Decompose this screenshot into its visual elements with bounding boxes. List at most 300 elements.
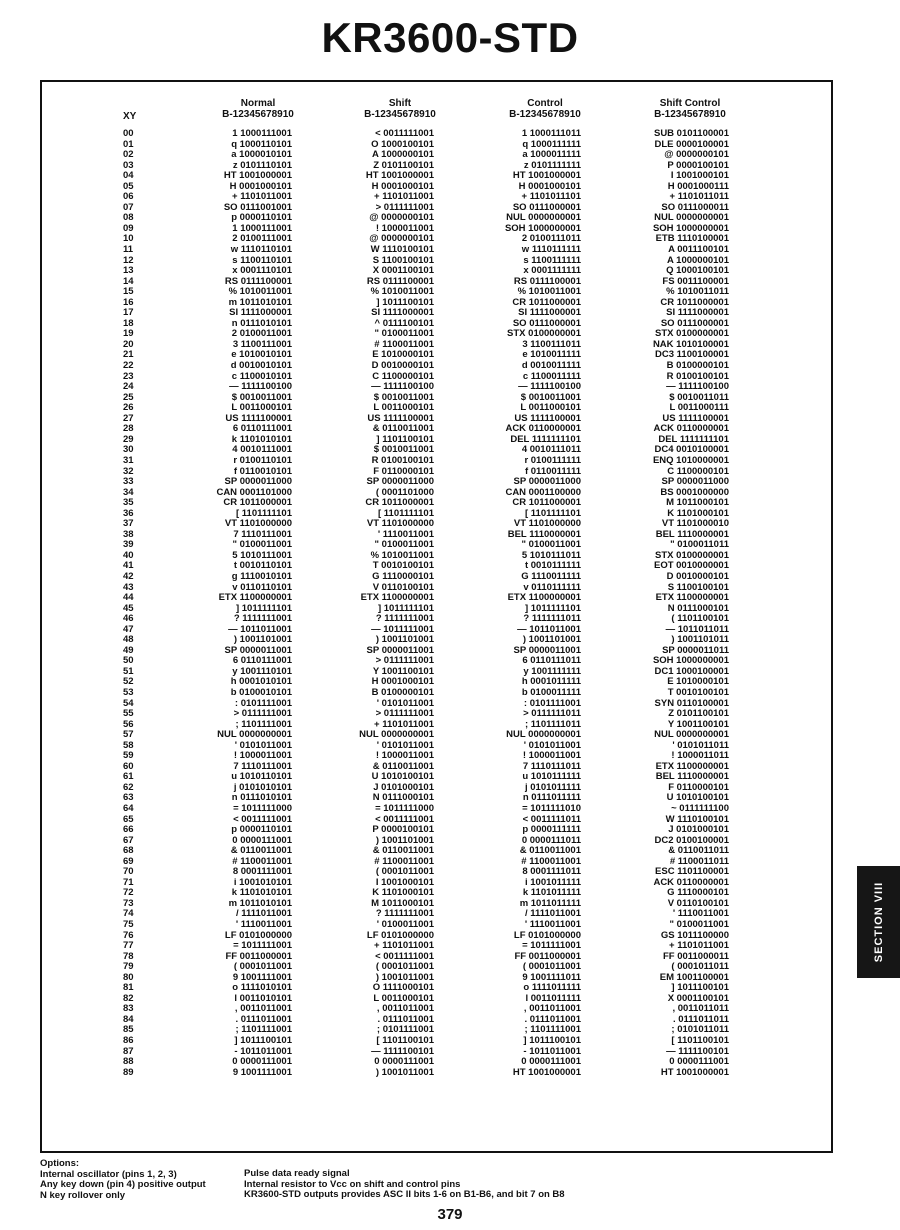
row-normal-cell: m 1011010101 — [228, 296, 292, 308]
table-row — [0, 1068, 900, 1079]
row-control-cell: % 1010011001 — [517, 286, 581, 298]
row-normal-cell: 7 1110111001 — [233, 528, 292, 540]
table-row — [0, 867, 900, 878]
row-shift-cell: RS 0111100001 — [366, 275, 434, 287]
row-control-cell: SP 0000011000 — [513, 476, 581, 488]
row-shift-control-cell: BEL 1110000001 — [655, 528, 729, 540]
row-control-cell: 2 0100111011 — [521, 233, 581, 245]
table-row — [0, 931, 900, 942]
row-control-cell: h 0001011111 — [521, 676, 581, 688]
table-row — [0, 604, 900, 615]
row-normal-cell: $ 0010011001 — [231, 391, 292, 403]
row-shift-control-cell: CR 1011000001 — [660, 296, 729, 308]
row-control-cell: SI 1111000001 — [518, 307, 581, 319]
row-control-cell: ACK 0110000001 — [505, 423, 581, 435]
row-shift-cell: ) 1001011001 — [375, 1066, 434, 1078]
row-xy-cell: 22 — [123, 360, 134, 372]
table-row — [0, 994, 900, 1005]
header-control-bits: B-12345678910 — [509, 109, 581, 120]
row-xy-cell: 23 — [123, 370, 134, 382]
table-row — [0, 256, 900, 267]
row-shift-control-cell: I 1001000101 — [670, 170, 729, 182]
row-normal-cell: 0 0000111001 — [232, 834, 292, 846]
row-xy-cell: 65 — [123, 813, 134, 825]
row-control-cell: d 0010011111 — [521, 360, 581, 372]
option-right-1: Pulse data ready signal — [244, 1168, 350, 1179]
row-normal-cell: 6 0110111001 — [232, 655, 292, 667]
row-shift-cell: , 0011011001 — [376, 1003, 434, 1015]
row-normal-cell: ; 1101111001 — [235, 718, 292, 730]
table-row — [0, 772, 900, 783]
table-row — [0, 161, 900, 172]
header-normal-label: Normal — [240, 98, 276, 109]
row-shift-control-cell: GS 1011100000 — [660, 929, 729, 941]
table-row — [0, 973, 900, 984]
row-shift-cell: < 0011111001 — [375, 128, 434, 139]
row-xy-cell: 10 — [123, 233, 134, 245]
row-shift-cell: ' 0101011001 — [376, 697, 434, 709]
row-shift-control-cell: " 0100011011 — [670, 539, 729, 551]
row-control-cell: SP 0000011001 — [513, 644, 581, 656]
row-shift-cell: M 1011000101 — [371, 897, 434, 909]
row-shift-cell: L 0011000101 — [373, 992, 434, 1004]
row-xy-cell: 05 — [123, 180, 134, 192]
row-control-cell: x 0001111111 — [523, 265, 581, 277]
row-shift-cell: + 1101011001 — [374, 191, 434, 203]
row-control-cell: b 0100011111 — [521, 686, 581, 698]
row-normal-cell: - 1011011001 — [234, 1045, 292, 1057]
row-shift-control-cell: ENQ 1010000001 — [652, 454, 729, 466]
row-control-cell: < 0011111011 — [522, 813, 581, 825]
row-xy-cell: 33 — [123, 476, 134, 488]
row-control-cell: = 1011111001 — [522, 940, 581, 952]
row-control-cell: = 1011111010 — [522, 803, 581, 814]
row-shift-cell: T 0010100101 — [372, 560, 434, 572]
row-control-cell: s 1100111111 — [523, 254, 581, 266]
row-shift-control-cell: V 0110100101 — [667, 897, 729, 909]
row-xy-cell: 31 — [123, 454, 134, 466]
row-xy-cell: 28 — [123, 423, 134, 435]
table-row — [0, 983, 900, 994]
row-normal-cell: SI 1111000001 — [229, 307, 292, 319]
table-row — [0, 171, 900, 182]
row-shift-control-cell: BS 0001000000 — [660, 486, 729, 498]
table-row — [0, 456, 900, 467]
row-normal-cell: — 1111100100 — [229, 381, 292, 393]
row-xy-cell: 02 — [123, 149, 134, 161]
row-normal-cell: = 1011111001 — [233, 940, 292, 952]
row-normal-cell: ? 1111111001 — [233, 613, 292, 625]
row-xy-cell: 81 — [123, 982, 134, 994]
row-xy-cell: 71 — [123, 876, 134, 888]
table-row — [0, 467, 900, 478]
row-shift-cell: NUL 0000000001 — [359, 729, 434, 741]
table-row — [0, 393, 900, 404]
row-shift-cell: O 1000100101 — [371, 138, 434, 150]
row-control-cell: e 1010011111 — [522, 349, 581, 361]
row-shift-cell: L 0011000101 — [373, 402, 434, 414]
row-normal-cell: HT 1001000001 — [223, 170, 292, 182]
table-row — [0, 234, 900, 245]
table-row — [0, 445, 900, 456]
row-shift-control-cell: DEL 1111111101 — [658, 433, 729, 445]
row-shift-cell: SP 0000011000 — [366, 476, 434, 488]
table-row — [0, 140, 900, 151]
row-xy-cell: 61 — [123, 771, 134, 783]
row-shift-control-cell: K 1101000101 — [667, 507, 729, 519]
table-row — [0, 909, 900, 920]
table-row — [0, 477, 900, 488]
row-control-cell: l 0011011111 — [525, 992, 581, 1004]
table-row — [0, 277, 900, 288]
row-shift-cell: H 0001000101 — [371, 676, 434, 688]
row-control-cell: NUL 0000000001 — [506, 212, 581, 224]
row-normal-cell: n 0111010101 — [231, 792, 292, 804]
row-control-cell: DEL 1111111101 — [510, 433, 581, 445]
table-row — [0, 488, 900, 499]
row-normal-cell: a 1000010101 — [231, 149, 292, 161]
table-row — [0, 498, 900, 509]
table-row — [0, 424, 900, 435]
row-shift-control-cell: SO 0111000001 — [660, 317, 729, 329]
row-normal-cell: q 1000110101 — [231, 138, 292, 150]
row-normal-cell: FF 0011000001 — [225, 950, 292, 962]
table-row — [0, 899, 900, 910]
row-normal-cell: k 1101010101 — [231, 433, 292, 445]
row-xy-cell: 58 — [123, 739, 134, 751]
row-xy-cell: 49 — [123, 644, 134, 656]
header-control — [465, 98, 625, 120]
row-xy-cell: 41 — [123, 560, 134, 572]
row-xy-cell: 55 — [123, 708, 134, 720]
row-xy-cell: 88 — [123, 1056, 134, 1068]
row-shift-cell: V 0110100101 — [372, 581, 434, 593]
row-xy-cell: 73 — [123, 897, 134, 909]
row-shift-control-cell: R 0100100101 — [666, 370, 729, 382]
row-shift-control-cell: C 1100000101 — [667, 465, 729, 477]
row-normal-cell: : 0101111001 — [234, 697, 292, 709]
code-table — [0, 129, 900, 1078]
header-shift-bits: B-12345678910 — [364, 109, 436, 120]
row-control-cell: G 1110011111 — [521, 570, 581, 582]
row-normal-cell: 2 0100111001 — [232, 233, 292, 245]
table-row — [0, 319, 900, 330]
row-shift-control-cell: P 0000100101 — [667, 159, 729, 171]
option-left-2: Any key down (pin 4) positive output — [40, 1179, 206, 1190]
row-xy-cell: 60 — [123, 760, 134, 772]
row-normal-cell: ETX 1100000001 — [218, 592, 292, 604]
row-normal-cell: 4 0010111001 — [232, 444, 292, 456]
row-normal-cell: & 0110011001 — [230, 845, 292, 857]
row-normal-cell: . 0111011001 — [235, 1013, 292, 1025]
row-shift-cell: ] 1011100101 — [376, 296, 434, 308]
row-shift-control-cell: ESC 1101100001 — [655, 866, 729, 878]
row-shift-control-cell: FS 0011100001 — [662, 275, 729, 287]
table-row — [0, 329, 900, 340]
section-tab — [857, 866, 900, 978]
row-shift-control-cell: ( 0001011011 — [671, 961, 729, 973]
row-shift-cell: Z 0101100101 — [373, 159, 434, 171]
row-shift-cell: ) 1001101001 — [375, 634, 434, 646]
row-xy-cell: 03 — [123, 159, 134, 171]
row-xy-cell: 64 — [123, 803, 134, 814]
header-control-label: Control — [527, 98, 563, 109]
row-shift-cell: I 1001000101 — [375, 876, 434, 888]
row-shift-cell: ! 1000011001 — [375, 222, 434, 234]
row-shift-control-cell: Q 1000100101 — [666, 265, 729, 277]
row-shift-control-cell: U 1010100101 — [666, 792, 729, 804]
row-shift-control-cell: SP 0000011011 — [662, 644, 729, 656]
row-shift-control-cell: FF 0011000011 — [662, 950, 729, 962]
table-row — [0, 625, 900, 636]
row-normal-cell: n 0111010101 — [231, 317, 292, 329]
row-shift-cell: " 0100011001 — [374, 328, 434, 340]
row-control-cell: u 1010111111 — [522, 771, 581, 783]
row-shift-control-cell: — 1011011011 — [665, 623, 729, 635]
row-shift-control-cell: EM 1001100001 — [659, 971, 729, 983]
row-shift-control-cell: SUB 0101100001 — [653, 128, 729, 139]
row-shift-control-cell: ETX 1100000001 — [655, 760, 729, 772]
table-row — [0, 519, 900, 530]
row-shift-cell: ! 1000011001 — [375, 750, 434, 762]
row-shift-control-cell: SOH 1000000001 — [652, 222, 729, 234]
table-row — [0, 709, 900, 720]
row-shift-control-cell: VT 1101000010 — [661, 518, 729, 530]
row-xy-cell: 47 — [123, 623, 134, 635]
row-xy-cell: 72 — [123, 887, 134, 899]
row-shift-control-cell: STX 0100000001 — [655, 549, 729, 561]
table-row — [0, 583, 900, 594]
table-row — [0, 846, 900, 857]
row-shift-cell: > 0111111001 — [375, 708, 434, 720]
row-normal-cell: k 1101010101 — [231, 887, 292, 899]
row-shift-control-cell: ETB 1110100001 — [655, 233, 729, 245]
row-shift-control-cell: + 1101011001 — [669, 940, 729, 952]
row-normal-cell: 6 0110111001 — [232, 423, 292, 435]
table-row — [0, 298, 900, 309]
row-control-cell: t 0010111111 — [524, 560, 581, 572]
header-shift-control — [610, 98, 770, 120]
table-row — [0, 646, 900, 657]
row-xy-cell: 08 — [123, 212, 134, 224]
row-normal-cell: ) 1001101001 — [233, 634, 292, 646]
table-row — [0, 1036, 900, 1047]
row-xy-cell: 48 — [123, 634, 134, 646]
row-normal-cell: SP 0000011000 — [224, 476, 292, 488]
row-shift-control-cell: M 1011000101 — [666, 497, 729, 509]
row-xy-cell: 04 — [123, 170, 134, 182]
row-control-cell: 7 1110111011 — [522, 760, 581, 772]
row-shift-cell: S 1100100101 — [372, 254, 434, 266]
table-row — [0, 224, 900, 235]
table-row — [0, 804, 900, 815]
header-shift-label: Shift — [388, 98, 412, 109]
row-normal-cell: h 0001010101 — [230, 676, 292, 688]
row-xy-cell: 17 — [123, 307, 134, 319]
row-control-cell: $ 0010011001 — [520, 391, 581, 403]
table-row — [0, 878, 900, 889]
row-normal-cell: i 1001010101 — [233, 876, 292, 888]
row-normal-cell: CAN 0001101000 — [216, 486, 292, 498]
table-row — [0, 340, 900, 351]
row-shift-cell: . 0111011001 — [377, 1013, 434, 1025]
row-control-cell: / 1111011001 — [524, 908, 581, 920]
row-shift-cell: O 1111000101 — [372, 982, 434, 994]
row-xy-cell: 00 — [123, 128, 134, 139]
row-normal-cell: ' 1110011001 — [235, 919, 292, 931]
row-normal-cell: ( 0001011001 — [233, 961, 292, 973]
row-shift-control-cell: W 1110100101 — [665, 813, 729, 825]
row-xy-cell: 06 — [123, 191, 134, 203]
row-shift-control-cell: SOH 1000000001 — [652, 655, 729, 667]
row-shift-cell: U 1010100101 — [371, 771, 434, 783]
row-shift-cell: @ 0000000101 — [369, 212, 434, 224]
row-normal-cell: % 1010011001 — [228, 286, 292, 298]
row-control-cell: 4 0010111011 — [521, 444, 581, 456]
row-normal-cell: 9 1001111001 — [232, 1066, 292, 1078]
row-xy-cell: 85 — [123, 1024, 134, 1036]
row-shift-control-cell: US 1111100001 — [662, 412, 729, 424]
row-xy-cell: 29 — [123, 433, 134, 445]
row-shift-control-cell: + 1101011011 — [669, 191, 729, 203]
table-row — [0, 593, 900, 604]
row-control-cell: " 0100011001 — [521, 539, 581, 551]
row-shift-cell: % 1010011001 — [370, 286, 434, 298]
row-control-cell: ; 1101111001 — [524, 1024, 581, 1036]
section-tab-label: SECTION VIII — [872, 881, 885, 963]
row-shift-control-cell: D 0010000101 — [666, 570, 729, 582]
row-shift-cell: C 1100000101 — [372, 370, 434, 382]
row-shift-control-cell: A 0011100101 — [668, 244, 729, 256]
row-normal-cell: 1 1000111001 — [232, 128, 292, 139]
row-xy-cell: 26 — [123, 402, 134, 414]
option-left-1: Internal oscillator (pins 1, 2, 3) — [40, 1168, 177, 1180]
table-row — [0, 857, 900, 868]
row-control-cell: FF 0011000001 — [514, 950, 581, 962]
row-xy-cell: 52 — [123, 676, 134, 688]
row-control-cell: 1 1000111011 — [521, 128, 581, 139]
row-control-cell: ' 0101011001 — [523, 739, 581, 751]
row-shift-control-cell: ACK 0110000001 — [653, 423, 729, 435]
row-shift-cell: > 0111111001 — [375, 655, 434, 667]
row-shift-cell: ETX 1100000001 — [360, 592, 434, 604]
row-xy-cell: 24 — [123, 381, 134, 393]
row-xy-cell: 35 — [123, 497, 134, 509]
row-control-cell: ? 1111111011 — [523, 613, 581, 625]
row-xy-cell: 11 — [123, 244, 134, 256]
row-shift-control-cell: ' 0101011011 — [672, 739, 729, 751]
row-normal-cell: p 0000110101 — [231, 212, 292, 224]
row-xy-cell: 68 — [123, 845, 134, 857]
row-shift-control-cell: % 1010011011 — [666, 286, 729, 298]
row-shift-cell: P 0000100101 — [372, 824, 434, 836]
row-xy-cell: 74 — [123, 908, 134, 920]
row-xy-cell: 70 — [123, 866, 134, 878]
table-row — [0, 551, 900, 562]
row-shift-cell: [ 1101100101 — [376, 1035, 434, 1047]
row-xy-cell: 18 — [123, 317, 134, 329]
row-shift-control-cell: . 0111011011 — [672, 1013, 729, 1025]
row-shift-cell: — 1111100101 — [371, 1045, 434, 1057]
row-normal-cell: + 1101011001 — [232, 191, 292, 203]
row-control-cell: r 0100111111 — [524, 454, 581, 466]
row-shift-control-cell: NUL 0000000001 — [654, 212, 729, 224]
row-normal-cell: j 0101010101 — [233, 781, 292, 793]
row-control-cell: 0 0000111001 — [521, 1056, 581, 1068]
row-xy-cell: 19 — [123, 328, 134, 340]
row-normal-cell: t 0010110101 — [233, 560, 292, 572]
row-shift-control-cell: ' 1110011001 — [672, 908, 729, 920]
table-row — [0, 203, 900, 214]
row-shift-cell: ? 1111111001 — [375, 613, 434, 625]
row-normal-cell: = 1011111000 — [233, 803, 292, 814]
row-control-cell: STX 0100000001 — [507, 328, 581, 340]
table-row — [0, 213, 900, 224]
row-control-cell: HT 1001000001 — [512, 170, 581, 182]
row-shift-control-cell: ACK 0110000001 — [653, 876, 729, 888]
row-shift-cell: A 1000000101 — [372, 149, 434, 161]
row-normal-cell: < 0011111001 — [233, 813, 292, 825]
row-xy-cell: 67 — [123, 834, 134, 846]
row-shift-cell: — 1111100100 — [371, 381, 434, 393]
row-xy-cell: 69 — [123, 855, 134, 867]
row-xy-cell: 75 — [123, 919, 134, 931]
table-row — [0, 572, 900, 583]
row-xy-cell: 83 — [123, 1003, 134, 1015]
row-xy-cell: 14 — [123, 275, 134, 287]
row-control-cell: 0 0000111011 — [521, 834, 581, 846]
row-normal-cell: r 0100110101 — [233, 454, 292, 466]
option-left-3: N key rollover only — [40, 1189, 126, 1201]
row-xy-cell: 12 — [123, 254, 134, 266]
row-control-cell: ( 0001011001 — [522, 961, 581, 973]
row-shift-control-cell: DC2 0100100001 — [654, 834, 729, 846]
row-xy-cell: 46 — [123, 613, 134, 625]
row-shift-cell: X 0001100101 — [372, 265, 434, 277]
row-shift-cell: = 1011111000 — [375, 803, 434, 814]
row-normal-cell: f 0110010101 — [233, 465, 292, 477]
row-shift-control-cell: ETX 1100000001 — [655, 592, 729, 604]
row-shift-cell: N 0111000101 — [372, 792, 434, 804]
row-xy-cell: 77 — [123, 940, 134, 952]
row-control-cell: — 1111100100 — [518, 381, 581, 393]
row-normal-cell: b 0100010101 — [230, 686, 292, 698]
row-shift-control-cell: BEL 1110000001 — [655, 771, 729, 783]
row-shift-cell: US 1111100001 — [367, 412, 434, 424]
table-row — [0, 952, 900, 963]
row-xy-cell: 36 — [123, 507, 134, 519]
row-normal-cell: 2 0100011001 — [231, 328, 292, 340]
row-control-cell: - 1011011001 — [523, 1045, 581, 1057]
row-shift-control-cell: — 1111100100 — [666, 381, 729, 393]
row-shift-cell: ] 1011111101 — [377, 602, 434, 614]
row-shift-control-cell: [ 1101100101 — [671, 1035, 729, 1047]
row-shift-control-cell: Z 0101100101 — [668, 708, 729, 720]
row-control-cell: ] 1011100101 — [523, 1035, 581, 1047]
row-xy-cell: 07 — [123, 201, 134, 213]
row-control-cell: w 1110111111 — [521, 244, 581, 256]
row-control-cell: SO 0111000001 — [512, 201, 581, 213]
row-xy-cell: 78 — [123, 950, 134, 962]
row-xy-cell: 87 — [123, 1045, 134, 1057]
header-normal — [178, 98, 338, 120]
row-control-cell: i 1001011111 — [524, 876, 581, 888]
row-control-cell: LF 0101000000 — [513, 929, 581, 941]
row-shift-control-cell: & 0110011011 — [668, 845, 729, 857]
table-row — [0, 350, 900, 361]
row-control-cell: 8 0001111011 — [522, 866, 581, 878]
row-control-cell: L 0011000101 — [520, 402, 581, 414]
